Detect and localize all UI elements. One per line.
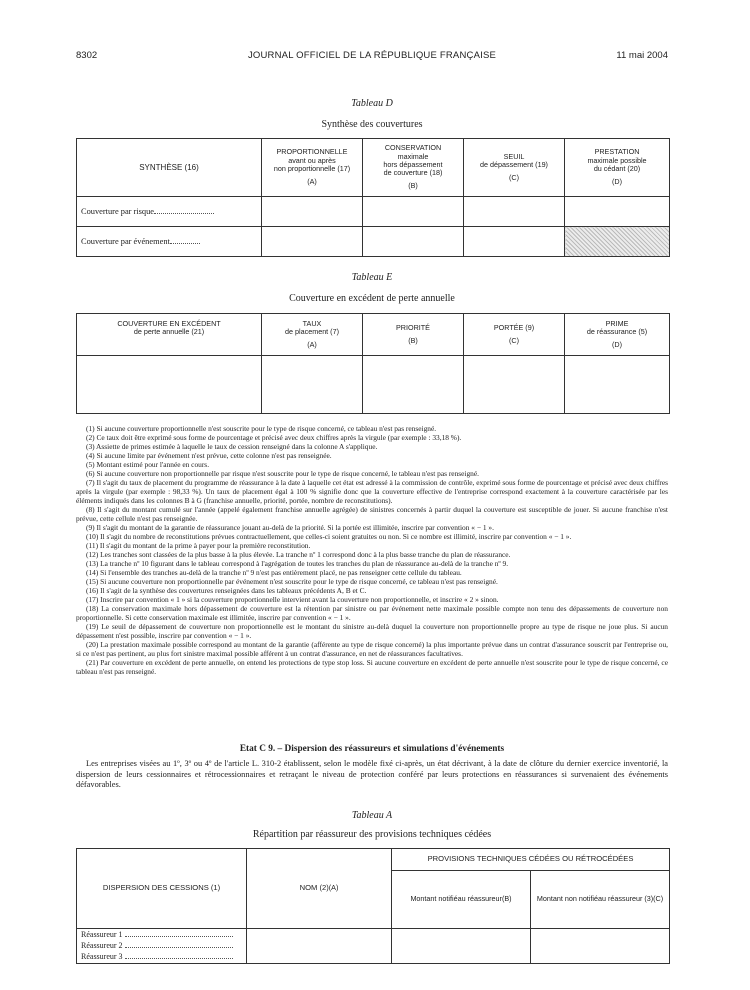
- tableau-e-col-d: PRIME de réassurance (5) (D): [565, 314, 670, 356]
- tableau-e: [76, 313, 670, 414]
- tableau-a-col-nom: NOM (2)(A): [247, 849, 392, 929]
- tableau-d-col-d: PRESTATION maximale possible du cédant (20) (D): [565, 139, 670, 197]
- footnote: (1) Si aucune couverture proportionnelle n'est souscrite pour le type de risque concerné, ce tableau n'est pas renseigné.: [86, 424, 437, 433]
- table-cell: [565, 356, 670, 414]
- tableau-e-col-couverture: COUVERTURE EN EXCÉDENT de perte annuelle (21): [77, 314, 262, 356]
- tableau-e-col-c: PORTÉE (9) (C): [464, 314, 565, 356]
- tableau-e-title: Couverture en excédent de perte annuelle: [289, 293, 455, 304]
- footnote: (5) Montant estimé pour l'année en cours.: [86, 460, 210, 469]
- etat-c9-intro: Les entreprises visées au 1º, 3º ou 4º de l'article L. 310-2 établissent, selon le modèle fixé ci-après, un état décrivant, à la date de clôture du dernier exercice inventorié, la dispersion de leurs cessionnaires et rétrocessionnaires et retraçant le niveau de protection conféré par leurs protections en réassurances si survenaient des événements défavorables.: [76, 759, 668, 789]
- tableau-d: [76, 138, 670, 257]
- tableau-e-header-row: [77, 314, 670, 356]
- publication-date: 11 mai 2004: [616, 50, 668, 61]
- etat-c9-title: Etat C 9. – Dispersion des réassureurs et simulations d'événements: [239, 744, 505, 754]
- hatched-cell: [565, 227, 670, 257]
- table-cell: [531, 929, 670, 964]
- tableau-d-label: Tableau D: [351, 98, 393, 109]
- list-item: Réassureur 1: [77, 929, 246, 940]
- tableau-d-col-b: CONSERVATION maximale hors dépassement de couverture (18) (B): [363, 139, 464, 197]
- footnote: (6) Si aucune couverture non proportionnelle par risque n'est souscrite pour le type de risque concerné, le tableau n'est pas renseigné.: [86, 469, 479, 478]
- row-label-couverture-evenement: Couverture par événement: [81, 236, 170, 246]
- tableau-a-title: Répartition par réassureur des provisions techniques cédées: [252, 829, 492, 840]
- footnote: (19) Le seuil de dépassement de couverture non proportionnelle est le montant du sinistre au-delà duquel la couverture non proportionnelle propre au type de risque ne joue plus. Si aucun dépassement n'est possible, inscrire par convention « − 1 ».: [76, 622, 668, 640]
- footnote: (9) Il s'agit du montant de la garantie de réassurance jouant au-delà de la priorité. Si la portée est illimitée, inscrire par convention « − 1 ».: [86, 523, 494, 532]
- table-cell: [262, 197, 363, 227]
- table-cell: [363, 227, 464, 257]
- tableau-a-col-dispersion: DISPERSION DES CESSIONS (1): [77, 849, 247, 929]
- tableau-d-title: Synthèse des couvertures: [321, 119, 423, 130]
- table-row: [77, 929, 670, 964]
- row-label-couverture-risque: Couverture par risque: [81, 206, 155, 216]
- tableau-a-col-b: Montant notifiéau réassureur(B): [392, 871, 531, 929]
- table-cell: [464, 197, 565, 227]
- list-item: Réassureur 2: [77, 940, 246, 951]
- tableau-a-col-c: Montant non notifiéau réassureur (3)(C): [531, 871, 670, 929]
- footnotes: [76, 424, 668, 676]
- tableau-d-col-synthese: SYNTHÈSE (16): [77, 139, 262, 197]
- table-row: [77, 227, 670, 257]
- table-cell: [464, 356, 565, 414]
- tableau-a-header-row: [77, 849, 670, 871]
- journal-title: JOURNAL OFFICIEL DE LA RÉPUBLIQUE FRANÇAISE: [247, 50, 497, 61]
- table-cell: [247, 929, 392, 964]
- table-cell: [363, 197, 464, 227]
- footnote: (20) La prestation maximale possible correspond au montant de la garantie (afférente au type de risque concerné) la plus importante prévue dans un contrat d'assurance souscrit par l'entreprise ou, si ce n'est pas pertinent, au plus fort sinistre maximal possible afférent à un contrat d'assurance, en net de réassurances facultatives.: [76, 640, 668, 658]
- table-row: [77, 197, 670, 227]
- page-header: [76, 50, 668, 66]
- footnote: (2) Ce taux doit être exprimé sous forme de pourcentage et précisé avec deux chiffres après la virgule (par exemple : 33,18 %).: [86, 433, 462, 442]
- table-cell: [464, 227, 565, 257]
- tableau-d-col-c: SEUIL de dépassement (19) (C): [464, 139, 565, 197]
- footnote: (8) Il s'agit du montant cumulé sur l'année (appelé également franchise annuelle agrégée) de sinistres concernés à partir duquel la couverture est susceptible de jouer. Si aucune franchise n'est prévue, cette cellule n'est pas renseignée.: [76, 505, 668, 523]
- footnote: (10) Il s'agit du nombre de reconstitutions prévues contractuellement, que celles-ci soient gratuites ou non. Si ce nombre est illimité, inscrire par convention « − 1 ».: [86, 532, 572, 541]
- list-item: Réassureur 3: [77, 951, 246, 962]
- footnote: (16) Il s'agit de la synthèse des couvertures renseignées dans les tableaux précédents A, B et C.: [86, 586, 367, 595]
- table-cell: [565, 197, 670, 227]
- footnote: (21) Par couverture en excédent de perte annuelle, on entend les protections de type stop loss. Si aucune couverture en excédent de perte annuelle n'est souscrite pour le type de risque concerné, ce tableau n'est pas renseigné.: [76, 658, 668, 676]
- footnote: (4) Si aucune limite par événement n'est prévue, cette colonne n'est pas renseignée.: [86, 451, 332, 460]
- footnote: (7) Il s'agit du taux de placement du programme de réassurance à la date à laquelle cet état est adressé à la commission de contrôle, exprimé sous forme de pourcentage et précisé avec deux chiffres après la virgule (par exemple : 98,33 %). Un taux de placement égal à 100 % signifie donc que la couverture effective de l'entreprise correspond exactement à la couverture caractérisée par les éléments indiqués dans les colonnes B à G (franchise annuelle, priorité, portée, nombre de reconstitutions).: [76, 478, 668, 505]
- footnote: (15) Si aucune couverture non proportionnelle par événement n'est souscrite pour le type de risque concerné, ce tableau n'est pas renseigné.: [86, 577, 498, 586]
- table-cell: [392, 929, 531, 964]
- tableau-d-col-a: PROPORTIONNELLE avant ou après non proportionnelle (17) (A): [262, 139, 363, 197]
- footnote: (13) La tranche nº 10 figurant dans le tableau correspond à l'agrégation de toutes les tranches du plan de réassurance au-delà de la tranche nº 9.: [86, 559, 509, 568]
- tableau-e-col-a: TAUX de placement (7) (A): [262, 314, 363, 356]
- table-cell: [77, 356, 262, 414]
- table-cell: [363, 356, 464, 414]
- tableau-a-group-provisions: PROVISIONS TECHNIQUES CÉDÉES OU RÉTROCÉDÉES: [392, 849, 670, 871]
- table-row: [77, 356, 670, 414]
- footnote: (11) Il s'agit du montant de la prime à payer pour la première reconstitution.: [86, 541, 311, 550]
- tableau-a: [76, 848, 670, 964]
- footnote: (3) Assiette de primes estimée à laquelle le taux de cession renseigné dans la colonne A s'applique.: [86, 442, 378, 451]
- tableau-d-header-row: [77, 139, 670, 197]
- footnote: (14) Si l'ensemble des tranches au-delà de la tranche nº 9 n'est pas entièrement placé, ne pas renseigner cette cellule du tableau.: [86, 568, 462, 577]
- tableau-a-label: Tableau A: [351, 810, 393, 821]
- table-cell: [262, 356, 363, 414]
- footnote: (12) Les tranches sont classées de la plus basse à la plus élevée. La tranche nº 1 correspond donc à la plus basse tranche du plan de réassurance.: [86, 550, 511, 559]
- table-cell: [262, 227, 363, 257]
- tableau-e-col-b: PRIORITÉ (B): [363, 314, 464, 356]
- tableau-e-label: Tableau E: [351, 272, 393, 283]
- footnote: (17) Inscrire par convention « 1 » si la couverture proportionnelle intervient avant la couverture non proportionnelle, et inscrire « 2 » sinon.: [86, 595, 499, 604]
- page-number: 8302: [76, 50, 98, 61]
- footnote: (18) La conservation maximale hors dépassement de couverture est la rétention par sinistre ou par événement nette maximale possible compte non tenu des dépassements de couverture non proportionnelle. Si cette conservation maximale est illimitée, inscrire par convention « − 1 ».: [76, 604, 668, 622]
